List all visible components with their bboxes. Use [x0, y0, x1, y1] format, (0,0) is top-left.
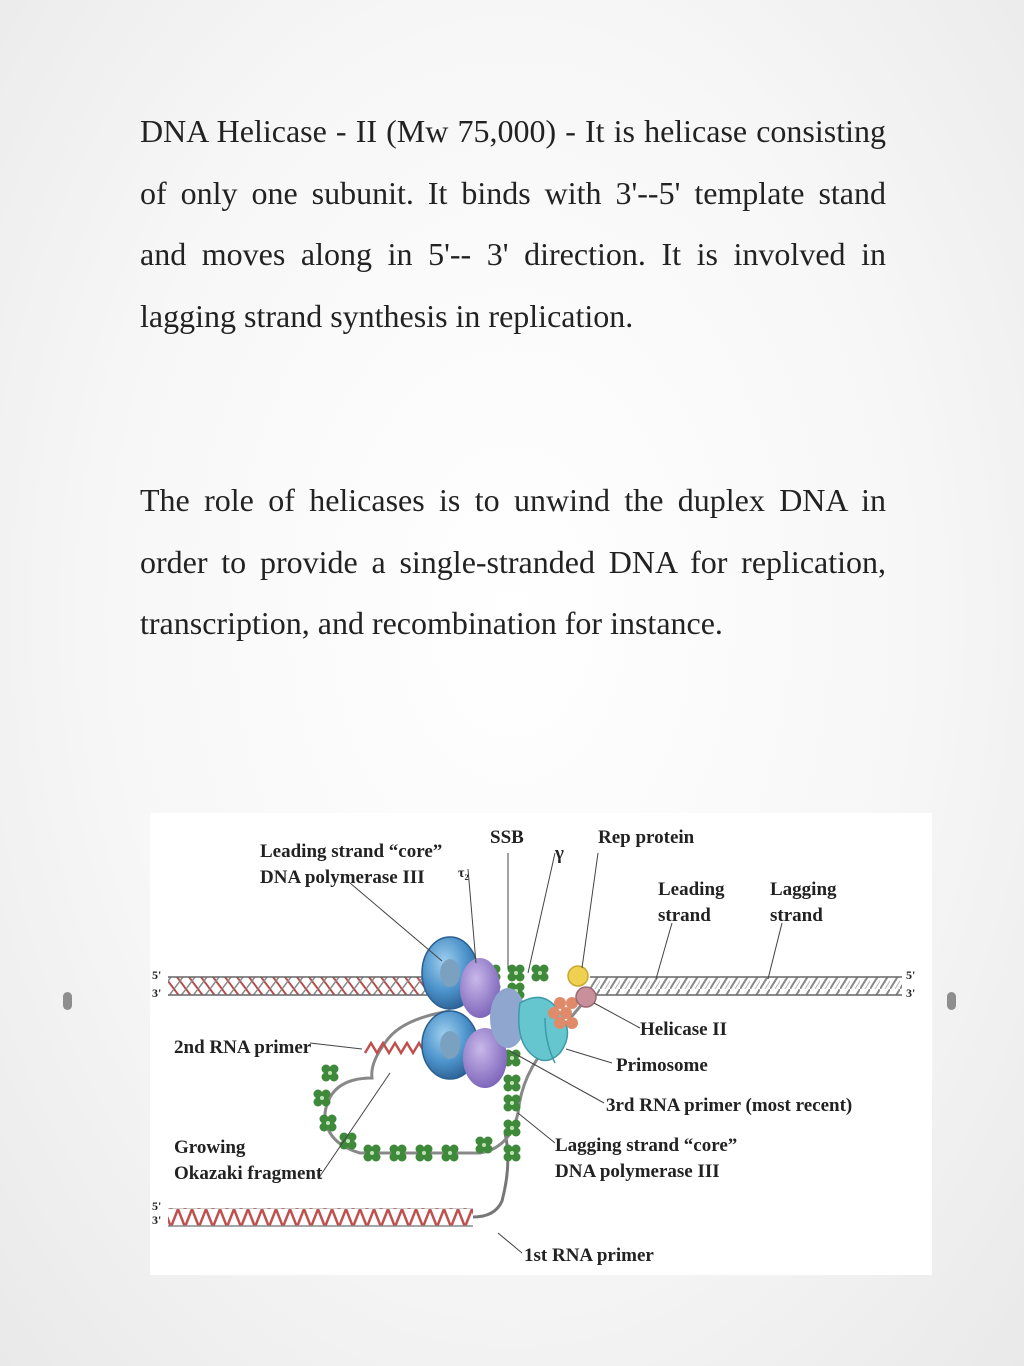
helicase-ii: [576, 987, 596, 1007]
label-lagging-core-2: DNA polymerase III: [555, 1161, 720, 1182]
five-prime-bottom: 5': [152, 1199, 162, 1213]
label-third-primer: 3rd RNA primer (most recent): [606, 1095, 853, 1116]
replication-fork-diagram: [150, 813, 932, 1275]
leading-core-polymerase: [422, 937, 500, 1018]
label-lagging-strand-1: Lagging: [770, 879, 837, 900]
label-growing-2: Okazaki fragment: [174, 1163, 323, 1184]
label-helicase-ii: Helicase II: [640, 1019, 728, 1040]
label-leading-strand-1: Leading: [658, 879, 725, 900]
label-growing-1: Growing: [174, 1137, 246, 1158]
three-prime-bottom: 3': [152, 1213, 162, 1227]
label-primosome: Primosome: [616, 1055, 708, 1076]
label-rep-protein: Rep protein: [598, 827, 695, 848]
label-leading-strand-2: strand: [658, 905, 711, 926]
label-lagging-strand-2: strand: [770, 905, 823, 926]
label-lagging-core-1: Lagging strand “core”: [555, 1135, 738, 1156]
label-tau: τ₂: [458, 866, 469, 881]
rep-protein: [568, 966, 588, 986]
label-second-primer: 2nd RNA primer: [174, 1037, 312, 1058]
five-prime-right: 5': [906, 968, 916, 982]
label-ssb: SSB: [490, 827, 524, 848]
paragraph-helicase-ii: DNA Helicase - II (Mw 75,000) - It is helicase consisting of only one subunit. It binds with 3'--5' template stand and moves along in 5'-- 3' direction. It is involved in lagging strand synthesis in replication.: [140, 113, 886, 334]
label-first-primer: 1st RNA primer: [524, 1245, 654, 1266]
five-prime-left: 5': [152, 968, 162, 982]
label-leading-core-2: DNA polymerase III: [260, 867, 425, 888]
second-primer-segment: [365, 1043, 425, 1053]
label-leading-core-1: Leading strand “core”: [260, 841, 443, 862]
three-prime-right: 3': [906, 986, 916, 1000]
three-prime-left: 3': [152, 986, 162, 1000]
paragraph-helicase-role: The role of helicases is to unwind the duplex DNA in order to provide a single-stranded DNA for replication, transcription, and recombination for instance.: [140, 482, 886, 641]
previous-slide-dot-icon[interactable]: [63, 992, 72, 1010]
label-gamma: γ: [555, 843, 564, 864]
next-slide-dot-icon[interactable]: [947, 992, 956, 1010]
